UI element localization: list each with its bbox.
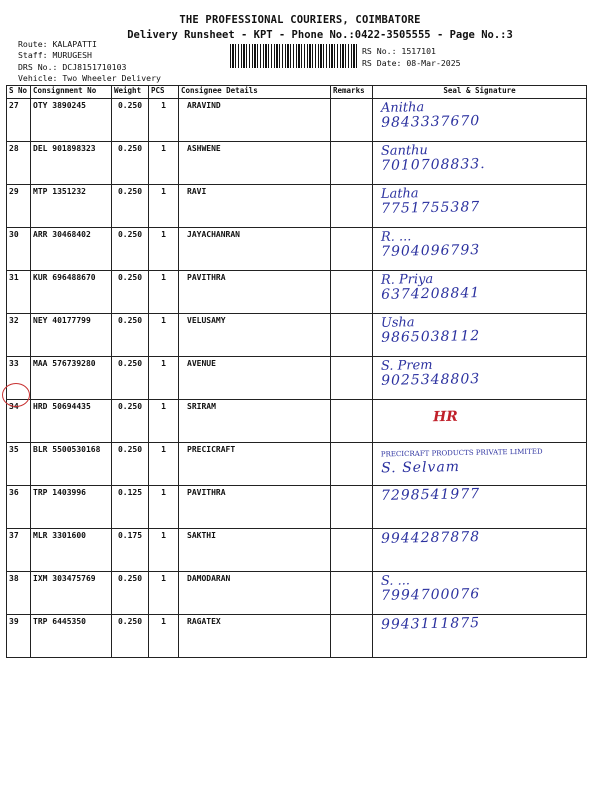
col-header-signature: Seal & Signature — [373, 86, 587, 99]
remarks-cell — [331, 443, 373, 486]
staff-label: Staff: MURUGESH — [18, 50, 92, 60]
remarks-cell — [331, 185, 373, 228]
signature-name: R. Priya — [380, 271, 434, 288]
weight-cell: 0.250 — [112, 572, 149, 615]
handwritten-signature — [381, 229, 481, 259]
consignee-cell: RAGATEX — [179, 615, 331, 658]
handwritten-signature — [433, 410, 458, 425]
vehicle-label: Vehicle: Two Wheeler Delivery — [18, 73, 161, 83]
signature-phone: 7994700076 — [380, 586, 481, 604]
sno-cell: 37 — [7, 529, 31, 572]
col-header-weight: Weight — [112, 86, 149, 99]
table-row — [7, 529, 587, 572]
weight-cell: 0.250 — [112, 615, 149, 658]
consignment-cell: NEY 40177799 — [31, 314, 112, 357]
pcs-cell: 1 — [149, 228, 179, 271]
signature-phone: 7010708833. — [380, 156, 486, 174]
signature-name: Santhu — [380, 143, 429, 159]
remarks-cell — [331, 486, 373, 529]
sno-cell: 32 — [7, 314, 31, 357]
col-header-sno: S No — [7, 86, 31, 99]
signature-phone: 7751755387 — [380, 199, 481, 217]
consignee-cell: DAMODARAN — [179, 572, 331, 615]
consignment-cell: TRP 6445350 — [31, 615, 112, 658]
weight-cell: 0.250 — [112, 443, 149, 486]
signature-phone: 6374208841 — [380, 285, 481, 303]
sno-cell: 29 — [7, 185, 31, 228]
handwritten-signature — [381, 530, 480, 546]
row-34-red-circle — [2, 383, 30, 407]
weight-cell: 0.250 — [112, 185, 149, 228]
signature-phone: 9843337670 — [380, 113, 481, 131]
sno-cell: 36 — [7, 486, 31, 529]
consignment-cell: OTY 3890245 — [31, 99, 112, 142]
sno-cell: 30 — [7, 228, 31, 271]
col-header-consignment: Consignment No — [31, 86, 112, 99]
table-row — [7, 99, 587, 142]
remarks-cell — [331, 142, 373, 185]
pcs-cell: 1 — [149, 400, 179, 443]
pcs-cell: 1 — [149, 357, 179, 400]
handwritten-signature — [381, 487, 480, 503]
pcs-cell: 1 — [149, 314, 179, 357]
signature-cell — [373, 400, 587, 443]
weight-cell: 0.250 — [112, 228, 149, 271]
signature-name: S. Prem — [380, 357, 433, 374]
handwritten-signature — [381, 444, 543, 476]
signature-phone: 9943111875 — [380, 615, 481, 633]
col-header-consignee: Consignee Details — [179, 86, 331, 99]
weight-cell: 0.175 — [112, 529, 149, 572]
weight-cell: 0.250 — [112, 99, 149, 142]
weight-cell: 0.250 — [112, 271, 149, 314]
signature-phone: 9025348803 — [380, 371, 481, 389]
table-row — [7, 443, 587, 486]
consignee-cell: PAVITHRA — [179, 486, 331, 529]
signature-phone: 7298541977 — [380, 486, 481, 504]
signature-cell — [373, 486, 587, 529]
consignee-cell: AVENUE — [179, 357, 331, 400]
signature-cell — [373, 615, 587, 658]
signature-cell — [373, 314, 587, 357]
signature-cell — [373, 443, 587, 486]
col-header-pcs: PCS — [149, 86, 179, 99]
signature-name: Usha — [380, 315, 415, 331]
consignee-cell: ARAVIND — [179, 99, 331, 142]
pcs-cell: 1 — [149, 443, 179, 486]
consignee-cell: ASHWENE — [179, 142, 331, 185]
table-row — [7, 142, 587, 185]
pcs-cell: 1 — [149, 99, 179, 142]
signature-cell — [373, 357, 587, 400]
consignment-cell: BLR 5500530168 — [31, 443, 112, 486]
consignment-cell: KUR 696488670 — [31, 271, 112, 314]
table-header-row — [7, 86, 587, 99]
handwritten-signature — [381, 143, 486, 173]
table-row — [7, 314, 587, 357]
consignment-cell: MAA 576739280 — [31, 357, 112, 400]
signature-cell — [373, 185, 587, 228]
weight-cell: 0.250 — [112, 400, 149, 443]
consignment-cell: ARR 30468402 — [31, 228, 112, 271]
table-row — [7, 400, 587, 443]
remarks-cell — [331, 99, 373, 142]
rs-number: RS No.: 1517101 — [362, 46, 436, 56]
sno-cell: 39 — [7, 615, 31, 658]
remarks-cell — [331, 529, 373, 572]
pcs-cell: 1 — [149, 529, 179, 572]
signature-name: S. ... — [380, 573, 411, 589]
table-row — [7, 228, 587, 271]
sno-cell: 33 — [7, 357, 31, 400]
remarks-cell — [331, 228, 373, 271]
pcs-cell: 1 — [149, 142, 179, 185]
sno-cell: 35 — [7, 443, 31, 486]
table-row — [7, 185, 587, 228]
table-row — [7, 615, 587, 658]
signature-name: Latha — [380, 186, 419, 202]
remarks-cell — [331, 314, 373, 357]
signature-name: PRECICRAFT PRODUCTS PRIVATE LIMITED — [380, 447, 543, 459]
weight-cell: 0.125 — [112, 486, 149, 529]
pcs-cell: 1 — [149, 572, 179, 615]
consignment-cell: MTP 1351232 — [31, 185, 112, 228]
sno-cell: 34 — [7, 400, 31, 443]
sno-cell: 28 — [7, 142, 31, 185]
sno-cell: 38 — [7, 572, 31, 615]
consignee-cell: RAVI — [179, 185, 331, 228]
handwritten-signature — [381, 315, 481, 345]
signature-cell — [373, 228, 587, 271]
table-row — [7, 357, 587, 400]
pcs-cell: 1 — [149, 271, 179, 314]
drs-number: DRS No.: DCJ8151710103 — [18, 62, 127, 72]
runsheet-subtitle: Delivery Runsheet - KPT - Phone No.:0422-3505555 - Page No.:3 — [127, 29, 513, 41]
consignment-cell: IXM 303475769 — [31, 572, 112, 615]
consignee-cell: JAYACHANRAN — [179, 228, 331, 271]
pcs-cell: 1 — [149, 486, 179, 529]
signature-cell — [373, 529, 587, 572]
col-header-remarks: Remarks — [331, 86, 373, 99]
signature-phone: 7904096793 — [380, 242, 481, 260]
consignee-cell: PAVITHRA — [179, 271, 331, 314]
consignment-cell: DEL 901898323 — [31, 142, 112, 185]
signature-cell — [373, 572, 587, 615]
remarks-cell — [331, 572, 373, 615]
handwritten-signature — [381, 100, 481, 130]
signature-phone: 9944287878 — [380, 529, 481, 547]
weight-cell: 0.250 — [112, 314, 149, 357]
consignee-cell: VELUSAMY — [179, 314, 331, 357]
table-row — [7, 271, 587, 314]
weight-cell: 0.250 — [112, 142, 149, 185]
signature-phone: 9865038112 — [380, 328, 481, 346]
signature-phone: S. Selvam — [381, 459, 461, 477]
table-row — [7, 486, 587, 529]
handwritten-signature — [381, 573, 481, 603]
weight-cell: 0.250 — [112, 357, 149, 400]
consignment-cell: HRD 50694435 — [31, 400, 112, 443]
consignee-cell: SAKTHI — [179, 529, 331, 572]
remarks-cell — [331, 615, 373, 658]
signature-cell — [373, 271, 587, 314]
pcs-cell: 1 — [149, 615, 179, 658]
handwritten-signature — [381, 358, 481, 388]
handwritten-signature — [381, 616, 480, 632]
sno-cell: 31 — [7, 271, 31, 314]
runsheet-table — [6, 85, 587, 658]
remarks-cell — [331, 400, 373, 443]
signature-cell — [373, 142, 587, 185]
table-row — [7, 572, 587, 615]
handwritten-signature — [381, 272, 481, 302]
sno-cell: 27 — [7, 99, 31, 142]
remarks-cell — [331, 357, 373, 400]
signature-name: R. ... — [380, 229, 412, 245]
signature-name: Anitha — [380, 100, 425, 116]
route-label: Route: KALAPATTI — [18, 39, 97, 49]
consignee-cell: PRECICRAFT — [179, 443, 331, 486]
pcs-cell: 1 — [149, 185, 179, 228]
consignment-cell: MLR 3301600 — [31, 529, 112, 572]
signature-cell — [373, 99, 587, 142]
company-title: THE PROFESSIONAL COURIERS, COIMBATORE — [179, 14, 421, 26]
signature-name: HR — [432, 408, 459, 426]
handwritten-signature — [381, 186, 481, 216]
barcode — [230, 44, 358, 68]
consignment-cell: TRP 1403996 — [31, 486, 112, 529]
rs-date: RS Date: 08-Mar-2025 — [362, 58, 461, 68]
remarks-cell — [331, 271, 373, 314]
consignee-cell: SRIRAM — [179, 400, 331, 443]
